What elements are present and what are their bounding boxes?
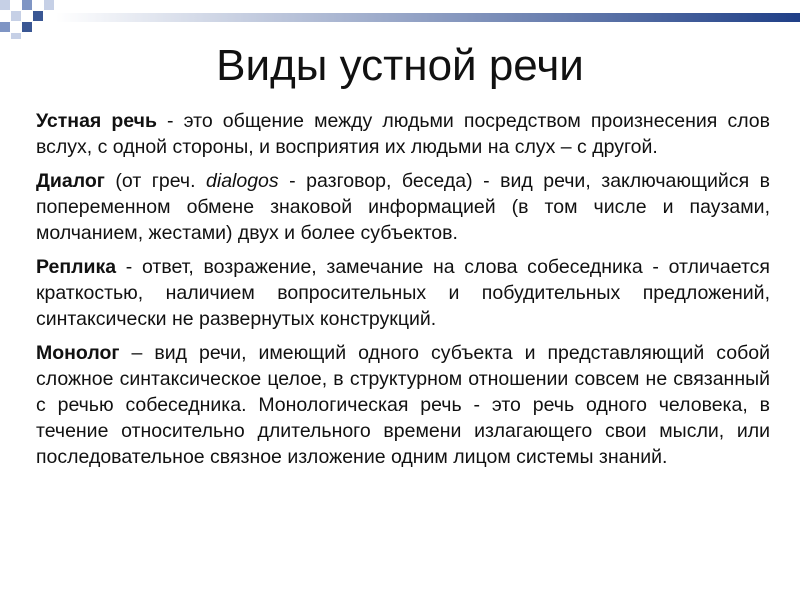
definition-dialogue-part2: - разговор, беседа) - вид речи, заключающийся в попеременном обмене знаковой информацией (в том числе и паузами, молчанием, жестами) двух и более субъектов. (36, 170, 771, 244)
decor-square (11, 11, 21, 21)
definition-monologue: – вид речи, имеющий одного субъекта и представляющий собой сложное синтаксическое целое, в структурном отношении совсем не связанный с речью собеседника. Монологическая речь - это речь одного человека, в течение относительно длительного времени излагающего свои мысли, или последовательное связное изложение одним лицом системы знаний. (36, 342, 770, 468)
decor-square (22, 0, 32, 10)
decorative-header-pattern (0, 0, 800, 40)
slide-content (36, 108, 770, 478)
decor-square (33, 11, 43, 21)
paragraph-replica (36, 254, 770, 332)
slide-title: Виды устной речи (216, 41, 584, 90)
paragraph-oral-speech (36, 108, 770, 160)
paragraph-monologue (36, 340, 770, 470)
paragraph-dialogue (36, 168, 770, 246)
term-replica: Реплика (36, 256, 117, 278)
term-dialogue: Диалог (36, 170, 105, 192)
decor-square (0, 22, 10, 32)
term-oral-speech: Устная речь (36, 110, 157, 132)
term-monologue: Монолог (36, 342, 120, 364)
decor-square (44, 0, 54, 10)
greek-word: dialogos (206, 170, 279, 192)
definition-dialogue-part1: (от греч. (104, 170, 207, 192)
definition-replica: - ответ, возражение, замечание на слова собеседника - отличается краткостью, наличием вопросительных и побудительных предложений, синтаксически не развернутых конструкций. (36, 256, 770, 330)
decor-square (0, 0, 10, 10)
decor-gradient-bar (56, 13, 800, 22)
definition-oral-speech: - это общение между людьми посредством произнесения слов вслух, с одной стороны, и восприятия их людьми на слух – с другой. (36, 110, 770, 158)
decor-square (22, 22, 32, 32)
